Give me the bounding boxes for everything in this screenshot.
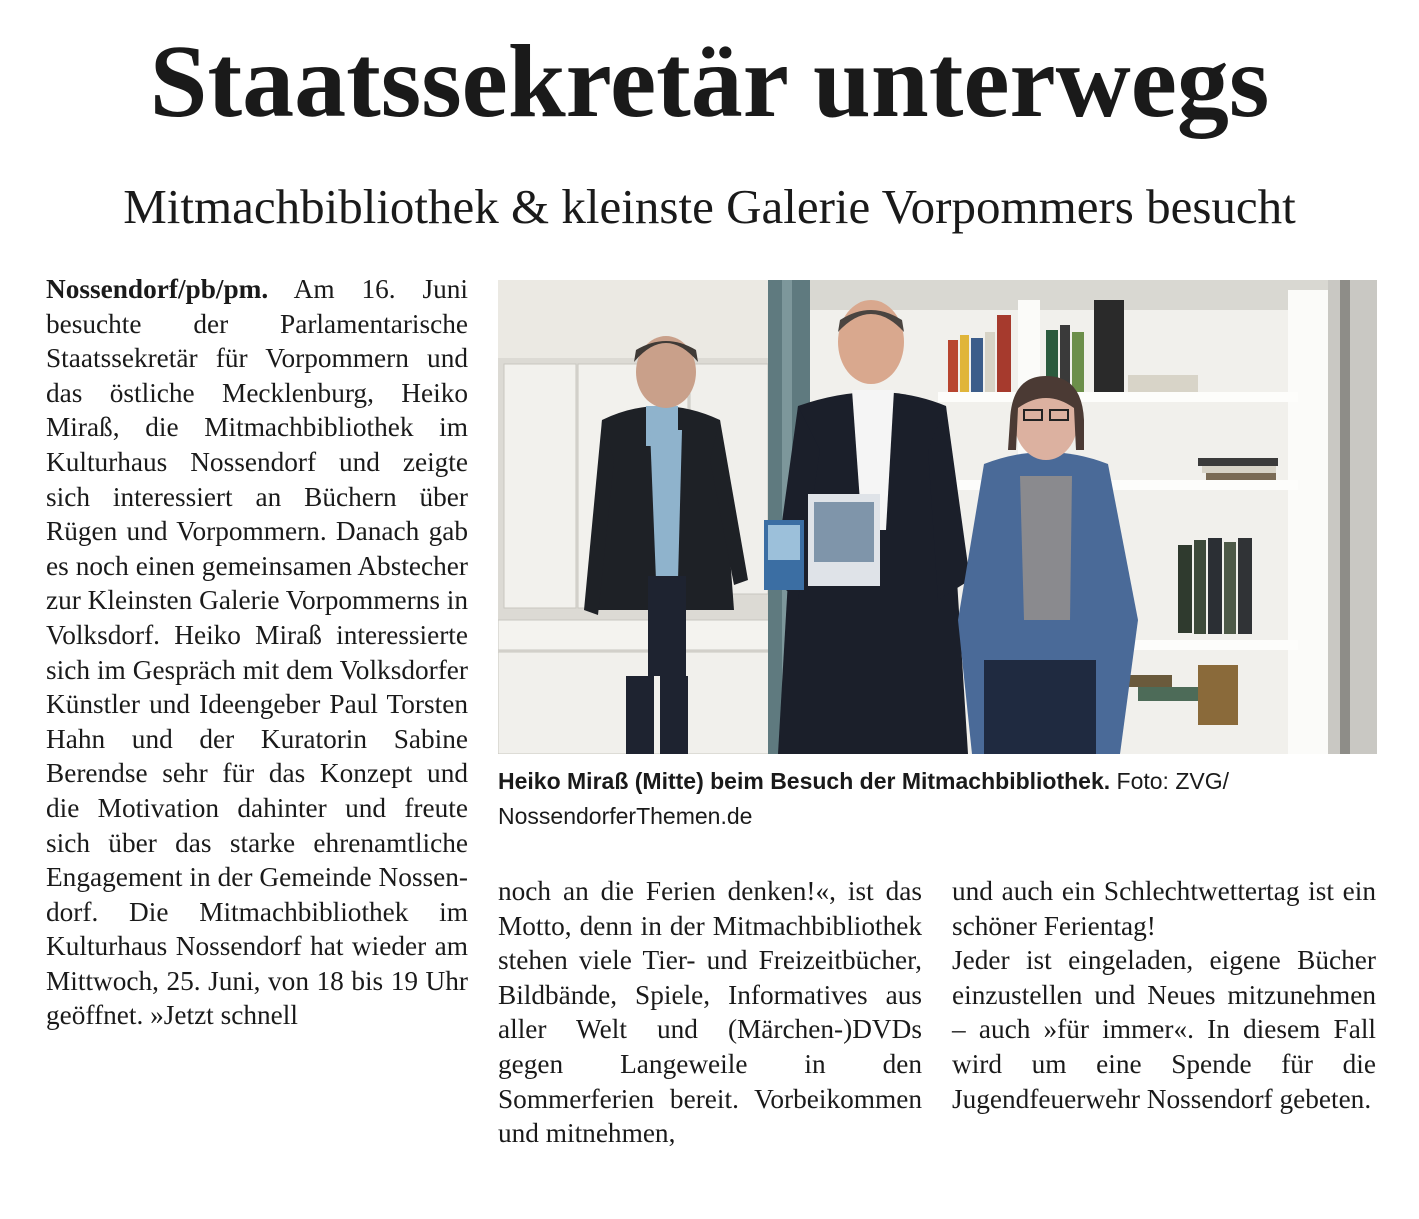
article-column-1	[46, 272, 468, 1033]
column-3-paragraph-2: Jeder ist eingeladen, eigene Bücher einzustellen und Neues mitzunehmen – auch »für immer«. In diesem Fall wird um eine Spende für die Jugendfeuerwehr Nossendorf gebeten.	[952, 945, 1376, 1114]
caption-bold: Heiko Miraß (Mitte) beim Besuch der Mitmachbibliothek.	[498, 768, 1111, 794]
article-photo	[498, 280, 1377, 754]
column-1-text: Am 16. Juni besuchte der Parlamentarische Staatssekretär für Vorpommern und das östliche Mecklenburg, Heiko Miraß, die Mitmachbibliothek im Kulturhaus Nossendorf und zeigte sich interessiert an Büchern über Rügen und Vorpommern. Danach gab es noch einen gemeinsamen Abstecher zur Kleinsten Galerie Vorpommerns in Volksdorf. Heiko Miraß interessierte sich im Gespräch mit dem Volksdorfer Künstler und Ideengeber Paul Torsten Hahn und der Kuratorin Sabine Berendse sehr für das Konzept und die Motivation dahinter und freute sich über das starke ehrenamtliche Engagement in der Gemeinde Nossendorf. Die Mitmachbibliothek im Kulturhaus Nossendorf hat wieder am Mittwoch, 25. Juni, von 18 bis 19 Uhr geöffnet. »Jetzt schnell	[46, 274, 468, 1031]
column-3-paragraph-1: und auch ein Schlechtwettertag ist ein schöner Ferientag!	[952, 876, 1376, 941]
photo-illustration	[498, 280, 1377, 754]
column-1-paragraph	[46, 272, 468, 1033]
subheadline: Mitmachbibliothek & kleinste Galerie Vorpommers besucht	[123, 179, 1296, 234]
article-column-3	[952, 874, 1376, 1116]
dateline: Nossendorf/pb/pm.	[46, 274, 269, 304]
article-column-2	[498, 874, 922, 1151]
headline: Staatssekretär unterwegs	[149, 24, 1270, 139]
photo-caption	[498, 764, 1378, 834]
caption-credit: Foto: ZVG/ NossendorferThemen.de	[498, 768, 1230, 829]
column-2-text: noch an die Ferien denken!«, ist das Motto, denn in der Mitmachbibliothek stehen viele Tier- und Freizeitbücher, Bildbände, Spiele, Informatives aus aller Welt und (Märchen-)DVDs gegen Langeweile in den Sommerferien bereit. Vorbeikommen und mitnehmen,	[498, 876, 922, 1149]
